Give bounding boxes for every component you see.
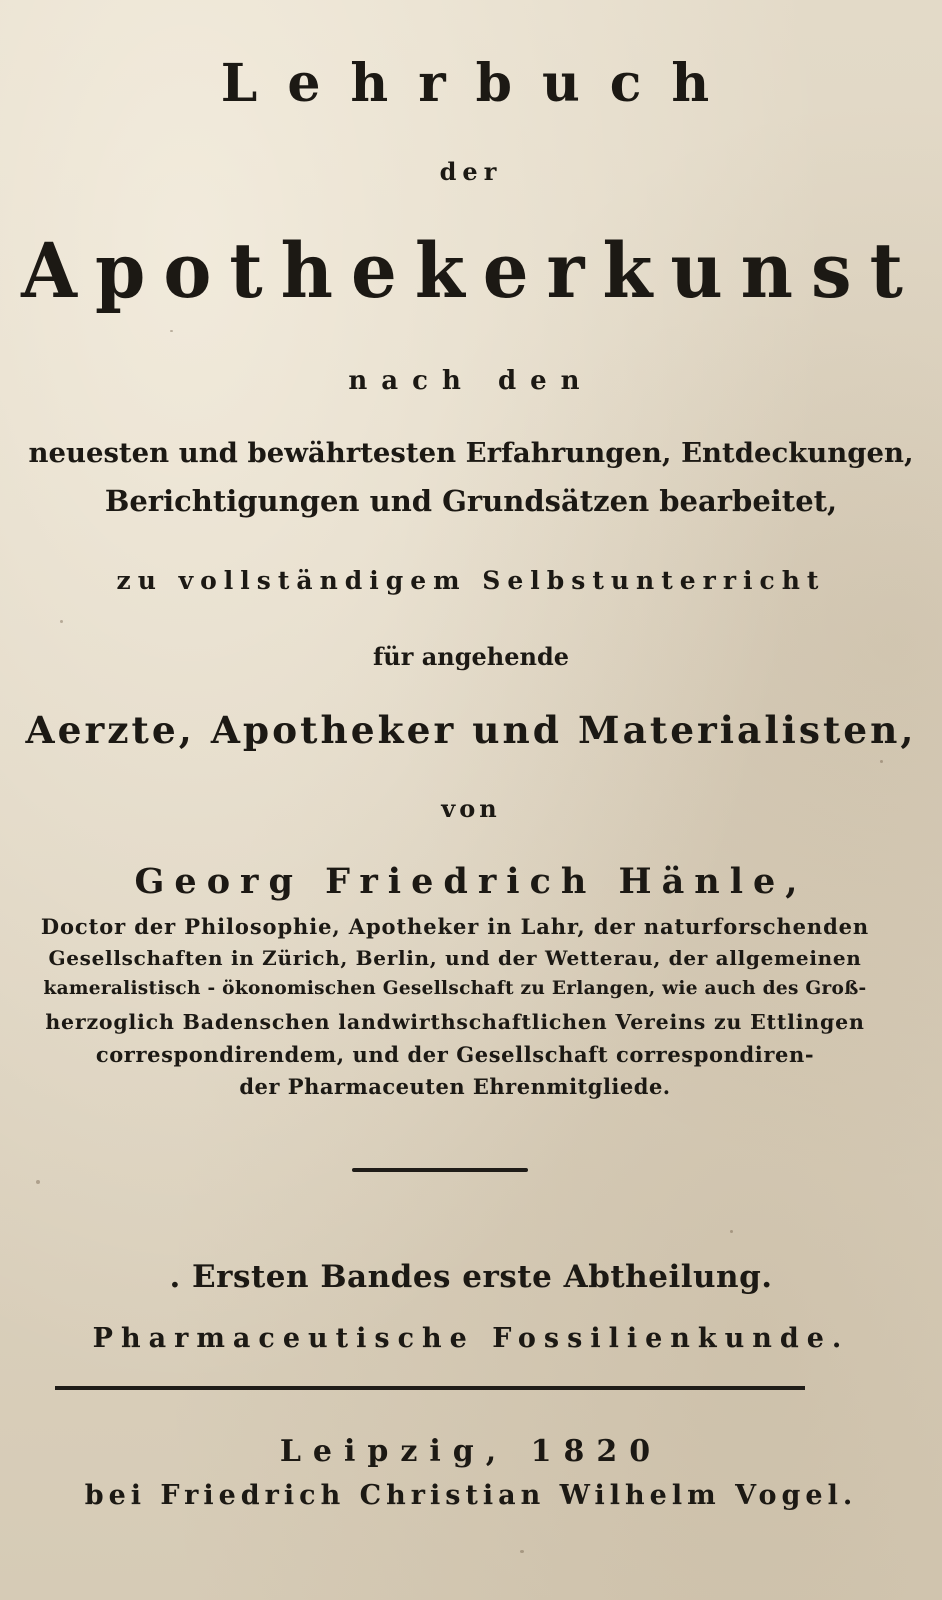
paper-speck <box>36 1180 40 1184</box>
imprint-place-year: Leipzig, 1820 <box>279 1434 663 1469</box>
title-connector: der <box>439 157 503 186</box>
author-name: Georg Friedrich Hänle, <box>134 861 808 902</box>
author-bio-line-5: correspondirendem, und der Gesellschaft correspondiren- <box>95 1042 815 1067</box>
audience-line: Aerzte, Apotheker und Materialisten, <box>25 708 917 752</box>
paper-speck <box>60 620 63 623</box>
main-title: Apothekerkunst <box>21 225 921 316</box>
volume-subject: Pharmaceutische Fossilienkunde. <box>92 1323 850 1354</box>
volume-line: . Ersten Bandes erste Abtheilung. <box>169 1259 773 1295</box>
author-bio-line-3: kameralistisch - ökonomischen Gesellschaft zu Erlangen, wie auch des Groß- <box>43 978 867 999</box>
by-line: von <box>441 794 501 823</box>
subtitle-line-1: neuesten und bewährtesten Erfahrungen, Entdeckungen, <box>28 437 914 469</box>
author-bio-line-2: Gesellschaften in Zürich, Berlin, und der Wetterau, der allgemeinen <box>48 946 862 970</box>
paper-speck <box>520 1550 524 1553</box>
for-line: für angehende <box>372 642 570 671</box>
author-bio-line-6: der Pharmaceuten Ehrenmitgliede. <box>239 1074 671 1099</box>
subtitle-line-2: Berichtigungen und Grundsätzen bearbeitet, <box>104 484 838 518</box>
paper-speck <box>880 760 883 763</box>
paper-speck <box>730 1230 733 1233</box>
short-divider-rule <box>352 1168 528 1172</box>
after-main-title: nach den <box>348 366 594 396</box>
author-bio-line-1: Doctor der Philosophie, Apotheker in Lahr, der naturforschenden <box>40 914 870 939</box>
paper-speck <box>170 330 173 332</box>
long-divider-rule <box>55 1386 805 1390</box>
author-bio-line-4: herzoglich Badenschen landwirthschaftlichen Vereins zu Ettlingen <box>45 1010 865 1034</box>
purpose-line: zu vollständigem Selbstunterricht <box>116 566 826 595</box>
imprint-publisher: bei Friedrich Christian Wilhelm Vogel. <box>84 1480 858 1511</box>
title-word: Lehrbuch <box>220 53 740 114</box>
